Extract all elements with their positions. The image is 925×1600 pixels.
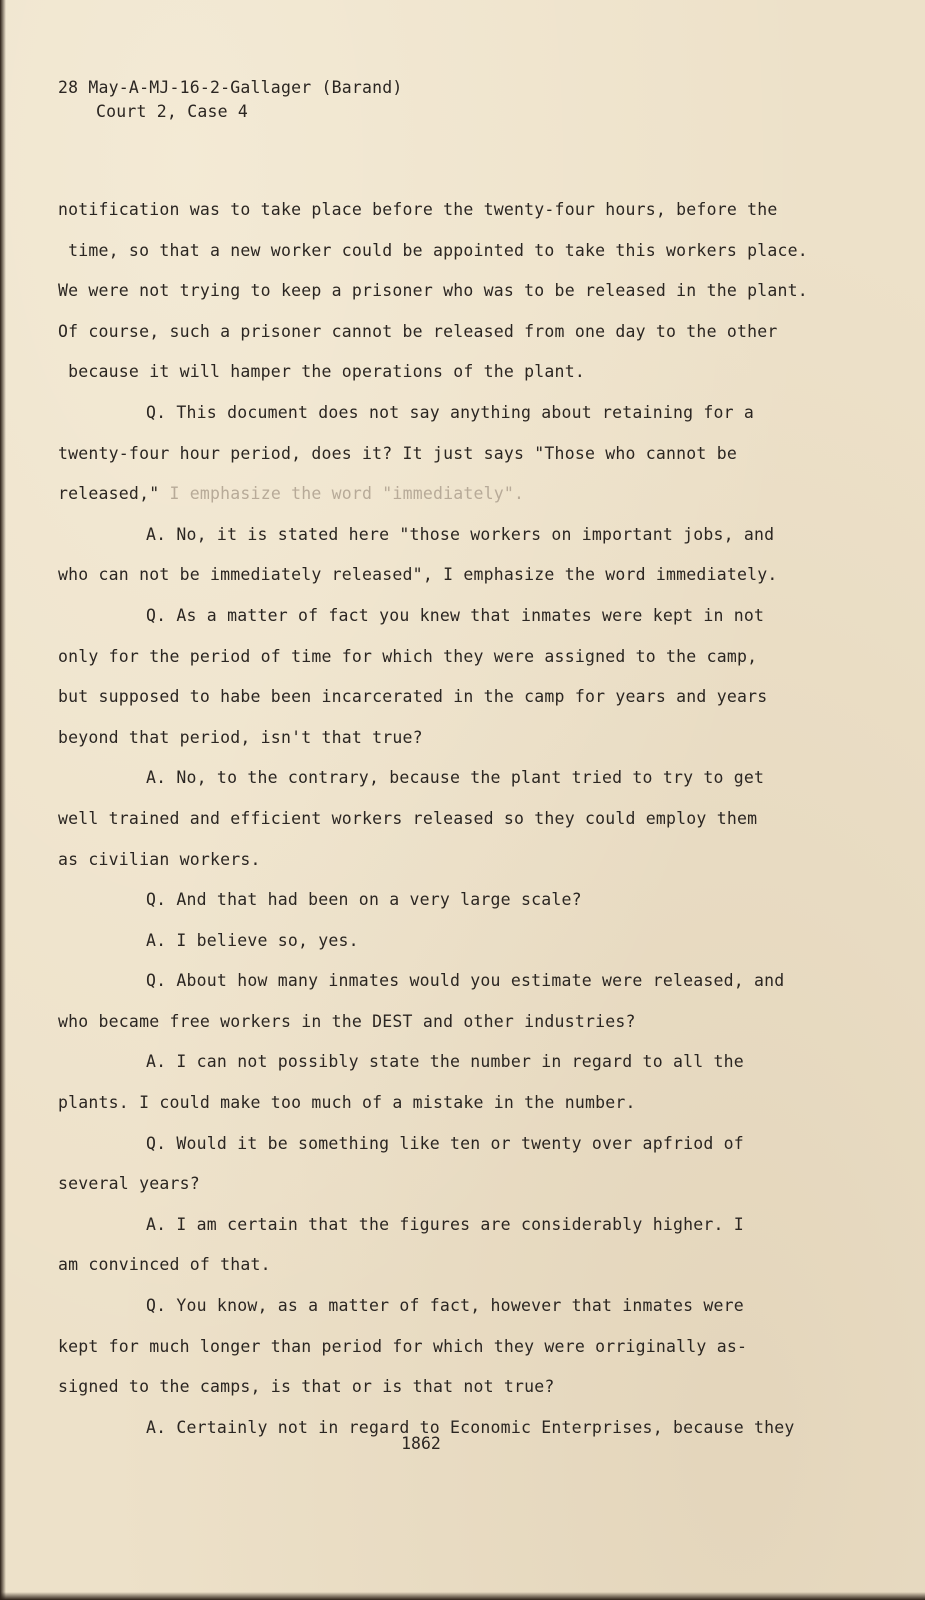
transcript-line-text: A. No, it is stated here "those workers on important jobs, and bbox=[146, 524, 775, 544]
header-line-2: Court 2, Case 4 bbox=[96, 102, 249, 121]
transcript-line bbox=[58, 677, 858, 718]
transcript-line-text: A. No, to the contrary, because the plant tried to try to get bbox=[146, 768, 765, 788]
transcript-line-text: signed to the camps, is that or is that not true? bbox=[58, 1377, 555, 1397]
transcript-line-text: as civilian workers. bbox=[58, 849, 261, 869]
transcript-line-text: several years? bbox=[58, 1174, 200, 1194]
transcript-line bbox=[58, 1245, 858, 1286]
faded-typed-text: I emphasize the word "immediately". bbox=[169, 484, 525, 504]
transcript-line bbox=[58, 231, 858, 272]
page-edge-shadow-bottom bbox=[0, 1592, 925, 1600]
transcript-line-text: twenty-four hour period, does it? It just says "Those who cannot be bbox=[58, 443, 737, 463]
transcript-line-text: Of course, such a prisoner cannot be released from one day to the other bbox=[58, 321, 778, 341]
transcript-line bbox=[58, 637, 858, 678]
transcript-line-text: only for the period of time for which they were assigned to the camp, bbox=[58, 646, 758, 666]
transcript-line-text: but supposed to habe been incarcerated in the camp for years and years bbox=[58, 687, 768, 707]
transcript-line bbox=[58, 799, 858, 840]
transcript-line bbox=[58, 312, 858, 353]
transcript-line-text: A. I can not possibly state the number in regard to all the bbox=[146, 1052, 744, 1072]
transcript-line bbox=[58, 880, 858, 921]
transcript-line-text: because it will hamper the operations of the plant. bbox=[58, 362, 585, 382]
transcript-line-text: A. Certainly not in regard to Economic Enterprises, because they bbox=[146, 1417, 795, 1437]
transcript-line-text: Q. This document does not say anything about retaining for a bbox=[146, 402, 755, 422]
transcript-line bbox=[58, 921, 858, 962]
transcript-line-text: We were not trying to keep a prisoner who was to be released in the plant. bbox=[58, 281, 808, 301]
transcript-line bbox=[58, 961, 858, 1002]
document-header bbox=[58, 76, 403, 124]
transcript-line-text: who can not be immediately released", I emphasize the word immediately. bbox=[58, 565, 778, 585]
transcript-line bbox=[58, 352, 858, 393]
transcript-line bbox=[58, 1164, 858, 1205]
transcript-line bbox=[58, 434, 858, 475]
transcript-line-text: A. I believe so, yes. bbox=[146, 930, 359, 950]
transcript-line bbox=[58, 1083, 858, 1124]
transcript-line bbox=[58, 596, 858, 637]
transcript-line bbox=[58, 1002, 858, 1043]
transcript-line bbox=[58, 271, 858, 312]
transcript-line bbox=[58, 1205, 858, 1246]
transcript-line bbox=[58, 474, 858, 515]
transcript-line bbox=[58, 1286, 858, 1327]
transcript-line bbox=[58, 190, 858, 231]
page-edge-shadow-left bbox=[0, 0, 6, 1600]
transcript-line-text: time, so that a new worker could be appointed to take this workers place. bbox=[58, 240, 808, 260]
transcript-line-text: plants. I could make too much of a mistake in the number. bbox=[58, 1093, 636, 1113]
transcript-line bbox=[58, 1367, 858, 1408]
transcript-line-text: A. I am certain that the figures are considerably higher. I bbox=[146, 1214, 744, 1234]
page-number: 1862 bbox=[401, 1434, 441, 1453]
transcript-line-text: kept for much longer than period for which they were orriginally as- bbox=[58, 1336, 748, 1356]
transcript-line-text: well trained and efficient workers released so they could employ them bbox=[58, 808, 758, 828]
transcript-line bbox=[58, 840, 858, 881]
transcript-line bbox=[58, 515, 858, 556]
transcript-line bbox=[58, 555, 858, 596]
transcript-line-text: who became free workers in the DEST and other industries? bbox=[58, 1011, 636, 1031]
transcript-line-text: Q. You know, as a matter of fact, however that inmates were bbox=[146, 1296, 744, 1316]
transcript-line bbox=[58, 758, 858, 799]
header-line-1: 28 May-A-MJ-16-2-Gallager (Barand) bbox=[58, 78, 403, 97]
transcript-line-text: released," bbox=[58, 484, 170, 504]
transcript-line bbox=[58, 1327, 858, 1368]
transcript-line-text: beyond that period, isn't that true? bbox=[58, 727, 423, 747]
transcript-line-text: Q. About how many inmates would you estimate were released, and bbox=[146, 971, 785, 991]
transcript-line-text: Q. Would it be something like ten or twenty over apfriod of bbox=[146, 1133, 744, 1153]
transcript-line bbox=[58, 1042, 858, 1083]
transcript-line-text: notification was to take place before the twenty-four hours, before the bbox=[58, 200, 778, 219]
transcript-line-text: Q. And that had been on a very large scale? bbox=[146, 890, 582, 910]
transcript-line-text: Q. As a matter of fact you knew that inmates were kept in not bbox=[146, 605, 765, 625]
transcript-line bbox=[58, 1124, 858, 1165]
transcript-line-text: am convinced of that. bbox=[58, 1255, 271, 1275]
transcript-line bbox=[58, 393, 858, 434]
transcript-line bbox=[58, 718, 858, 759]
transcript-body bbox=[58, 190, 858, 1448]
